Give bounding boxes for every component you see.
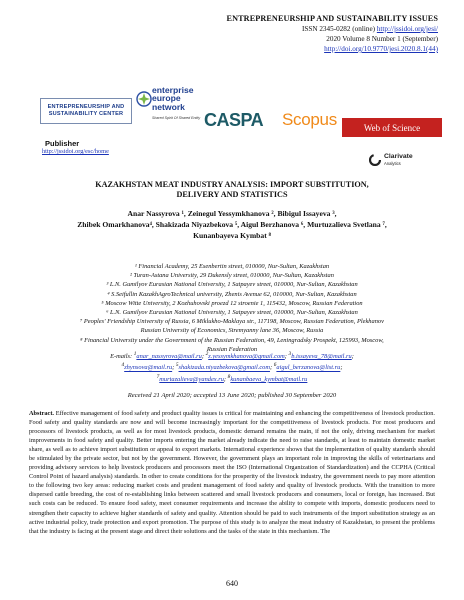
clarivate-name: Clarivate <box>384 153 413 160</box>
email-link[interactable]: zhynsova@mail.ru <box>124 364 173 372</box>
issn-line <box>227 24 438 34</box>
author-line3: Kunanbayeva Kymbat ⁸ <box>193 231 271 240</box>
affiliation: ³ L.N. Gumilyov Eurasian National University, 1 Satpayev street, 010000, Nur-Sultan, Kazakhstan <box>106 281 358 289</box>
publisher-link[interactable]: http://jssidoi.org/esc/home <box>42 148 109 155</box>
email-link[interactable]: murtazalieva@yandex.ru <box>159 375 224 383</box>
clarivate-logo <box>369 153 413 167</box>
esc-logo-line1: ENTREPRENEURSHIP AND <box>47 104 125 110</box>
een-line2: europe <box>152 93 181 104</box>
abstract-label: Abstract. <box>29 410 55 417</box>
een-subtitle: Shared Spirit Of Shared Entity <box>152 116 201 120</box>
author-line1: Anar Nassyrova ¹, Zeinegul Yessymkhanova ², Bibigul Issayeva ³, <box>127 209 337 218</box>
affiliation: Russian Federation <box>206 345 258 353</box>
author-list <box>50 208 414 241</box>
abstract <box>29 409 435 536</box>
emails-label: E-mails: <box>110 353 133 361</box>
article-title-line2: DELIVERY AND STATISTICS <box>176 190 288 199</box>
een-line3: network <box>152 101 185 112</box>
scopus-logo: Scopus <box>282 110 337 129</box>
email-list: E-mails: $^1$anar_nassyrova@mail.ru; $^2$z.yessymkhanova@gmail.com; $^3$b.issayeva_78@mail.ru; $^4$zhynsova@mail.ru; $^5$shakizada.niyazbekova@gmail.com; $^6$aigul_berzanova@list.ru; $^7$murtazalieva@yandex.ru; $^8$kunanbaeva_kymbat@mail.ru <box>110 351 354 383</box>
abstract-text: Effective management of food safety and product quality issues is critical for maintaining and enhancing the competitiveness of livestock production. Food safety and quality standards are now and will become increasingly important for the competitiveness of livestock products. For most producers and processors of livestock products, as well as for most livestock products, domestic demand remains the main, if not the only, driving mechanism for market improvements in food safety and quality. Better imports entering the market already indicate the need to raise standards, at least to maintain domestic market share, as well as to achieve import substitution or appeal to export markets. International experience shows that the implementation of quality standards should be stimulated by the private sector, but not by the government. However, the government plays an important role in improving the skills of veterinarians and providing advisory services to help livestock producers and processors meet the ISO (International Organization of Standardization) and the CCPHA (Critical Control Point of hazard analysis) standards. In other to create conditions for the prosperity of the livestock industry, the government needs to pay more attention to the following two key areas: reducing market costs and prudent management of food safety and quality of livestock products. With the transition to more dispersed cattle breeding, the cost of re-establishing links between scattered and small livestock producers and consumers, local or foreign, has increased. But such costs can be reduced. To ensure food safety, meet consumer requirements and increase the ability to compete with imports, domestic producers need to strengthen their capacity to achieve higher standards of safety and quality. Attention should be paid to such instruments of the import substitution strategy as an active industrial policy, trade protection and export promotion. The purpose of this study is to analyze the meat industry of Kazakhstan, to present the problems that the industry is facing at the present stage and direct their solutions and the tasks of the state in this mechanism. The <box>29 410 435 535</box>
received-dates: Received 21 April 2020; accepted 13 June 2020; published 30 September 2020 <box>127 392 337 399</box>
doi-link[interactable]: http://doi.org/10.9770/jesi.2020.8.1(44) <box>324 45 438 53</box>
affiliation: ⁸ Financial University under the Government of the Russian Federation, 49, Leningradsky Prospekt, 125993, Moscow, <box>80 336 384 344</box>
journal-header <box>227 14 438 54</box>
issn-text: ISSN 2345-0282 (online) <box>301 25 377 33</box>
affiliation: ⁵ Moscow Witte University, 2 Kozhuhovski proezd 12 stroenie 1, 115432, Moscow, Russian Federation <box>101 299 363 307</box>
author-line2: Zhibek Omarkhanova⁴, Shakizada Niyazbekova ⁵, Aigul Berzhanova ⁶, Murtuzalieva Svetlana ⁷, <box>77 220 387 229</box>
affiliation: ¹ Financial Academy, 25 Esenbertin street, 010000, Nur-Sultan, Kazakhstan <box>134 263 330 270</box>
email-link[interactable]: b.issayeva_78@mail.ru <box>291 353 352 361</box>
affiliation: Russian University of Economics, Stremyanny lane 36, Moscow, Russia <box>140 327 324 335</box>
clarivate-sub: Analytics <box>384 161 401 166</box>
journal-title: ENTREPRENEURSHIP AND SUSTAINABILITY ISSUES <box>226 14 438 23</box>
email-link[interactable]: anar_nassyrova@mail.ru <box>136 353 202 361</box>
clarivate-icon <box>369 154 381 166</box>
web-of-science-logo: Web of Science <box>342 118 442 137</box>
esc-logo <box>40 98 132 124</box>
publisher-label: Publisher <box>45 139 80 148</box>
esc-logo-line2: SUSTAINABILITY CENTER <box>48 111 124 117</box>
logos-row <box>30 86 450 136</box>
article-title-line1: KAZAKHSTAN MEAT INDUSTRY ANALYSIS: IMPORT SUBSTITUTION, <box>95 180 369 189</box>
email-link[interactable]: shakizada.niyazbekova@gmail.com <box>178 364 270 372</box>
caspa-logo: CASPA <box>204 110 264 130</box>
volume-line: 2020 Volume 8 Number 1 (September) <box>326 35 438 43</box>
journal-link[interactable]: http://jssidoi.org/jesi/ <box>376 25 438 33</box>
een-logo <box>136 85 201 132</box>
affiliation: ⁷ Peoples' Friendship University of Russia, 6 Miklukho-Maklaya str., 117198, Moscow, Russian Federation, Plekhanov <box>80 318 384 326</box>
affiliation: ² Turan-Astana University, 29 Dukensly street, 010000, Nur-Sultan, Kazakhstan <box>130 272 334 280</box>
email-link[interactable]: z.yessymkhanova@gmail.com <box>208 353 285 361</box>
page-number: 640 <box>226 579 238 588</box>
affiliation: ⁶ L.N. Gumilyov Eurasian National University, 1 Satpayev street, 010000, Nur-Sultan, Kazakhstan <box>106 309 358 317</box>
article-title <box>0 180 464 200</box>
email-link[interactable]: kunanbaeva_kymbat@mail.ru <box>230 375 308 383</box>
een-star-icon <box>136 91 152 107</box>
een-line1: enterprise <box>152 85 194 95</box>
email-link[interactable]: aigul_berzanova@list.ru <box>276 364 341 372</box>
affiliations <box>40 262 424 354</box>
affiliation: ⁴ S.Seifullin KazakhAgroTechnical university, Zhenis Avenue 62, 010000, Nur-Sultan, Kazakhstan <box>107 290 357 298</box>
